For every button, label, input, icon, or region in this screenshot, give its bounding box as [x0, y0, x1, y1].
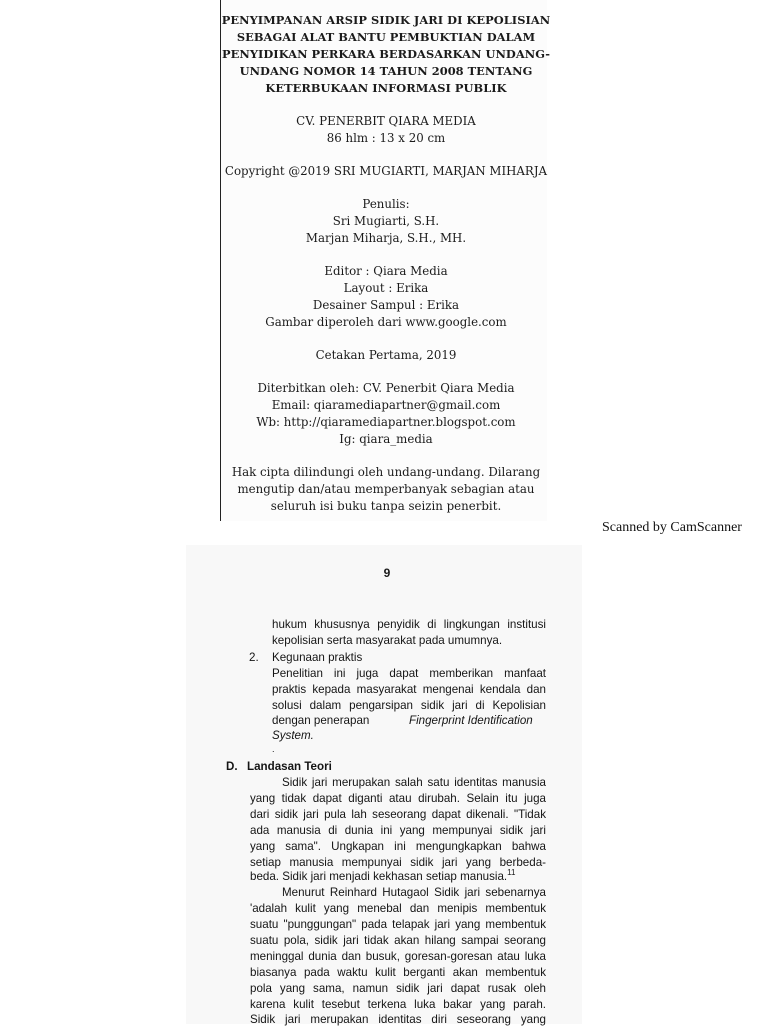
text-line: solusi dalam pengarsipan sidik jari di Kepolisian	[272, 699, 546, 712]
text-line: beda. Sidik jari menjadi kekhasan setiap manusia.	[250, 870, 508, 883]
italic-term: Fingerprint Identification	[409, 714, 533, 727]
edition-block	[221, 347, 551, 364]
credit-line: Editor : Qiara Media	[324, 264, 448, 278]
text-line: 'adalah kulit yang menebal dan menipis membentuk	[250, 902, 546, 915]
title-line: PENYIMPANAN ARSIP SIDIK JARI DI KEPOLISIAN	[221, 13, 551, 27]
publisher-block	[221, 113, 551, 147]
title-line: KETERBUKAAN INFORMASI PUBLIK	[265, 81, 507, 95]
text-line: praktis kepada masyarakat mengenai kendala dan	[272, 683, 546, 696]
italic-term: System.	[272, 729, 314, 742]
list-number: 2.	[249, 651, 259, 664]
text-line: yang tidak dapat diganti atau dirubah. Selain itu juga	[250, 792, 546, 805]
text-line: ada manusia di dunia ini yang mempunyai sidik jari	[250, 824, 546, 837]
text-line: suatu pola, sidik jari tidak akan hilang sampai seorang	[250, 934, 546, 947]
title-line: UNDANG NOMOR 14 TAHUN 2008 TENTANG	[239, 64, 533, 78]
title-line: SEBAGAI ALAT BANTU PEMBUKTIAN DALAM	[236, 30, 536, 44]
text-line: dari sidik jari pula lah seseorang dapat dikenali. "Tidak	[250, 808, 546, 821]
credit-line: Layout : Erika	[343, 281, 429, 295]
section-letter: D.	[226, 760, 238, 773]
authors-label: Penulis:	[362, 197, 410, 211]
rights-line: mengutip dan/atau memperbanyak sebagian atau	[237, 482, 535, 496]
book-title	[221, 12, 551, 97]
text-line: biasanya pada waktu kulit berganti akan membentuk	[250, 966, 546, 979]
credits-block	[221, 263, 551, 331]
copyright-line: Copyright @2019 SRI MUGIARTI, MARJAN MIHARJA	[224, 164, 548, 178]
page-count-size: 86 hlm : 13 x 20 cm	[326, 131, 446, 145]
text-line: setiap manusia mempunyai sidik jari yang berbeda-	[250, 856, 546, 869]
list-item-heading: Kegunaan praktis	[272, 651, 363, 664]
credit-line: Gambar diperoleh dari www.google.com	[265, 315, 507, 329]
text-line: suatu "punggungan" pada telapak jari yang membentuk	[250, 918, 546, 931]
camscanner-watermark: Scanned by CamScanner	[602, 520, 742, 535]
text-line-with-footnote	[250, 869, 515, 885]
text-line: dengan penerapan	[272, 714, 370, 727]
rights-block	[221, 464, 551, 515]
copyright-block	[221, 163, 551, 180]
section-title: Landasan Teori	[247, 760, 332, 773]
author-name: Marjan Miharja, S.H., MH.	[305, 231, 467, 245]
credit-line: Desainer Sampul : Erika	[312, 298, 460, 312]
scanned-copyright-page	[220, 0, 551, 521]
footnote-ref: 11	[507, 868, 516, 878]
text-line: karena kulit tesebut terkena luka bakar yang parah.	[250, 998, 546, 1011]
website-line: Wb: http://qiaramediapartner.blogspot.com	[256, 415, 516, 429]
publisher-line: Diterbitkan oleh: CV. Penerbit Qiara Media	[257, 381, 515, 395]
rights-line: Hak cipta dilindungi oleh undang-undang. Dilarang	[231, 465, 541, 479]
imprint-text	[221, 12, 551, 515]
email-line: Email: qiaramediapartner@gmail.com	[271, 398, 501, 412]
instagram-line: Ig: qiara_media	[339, 432, 433, 446]
author-name: Sri Mugiarti, S.H.	[332, 214, 440, 228]
text-line: yang sama". Ungkapan ini mengungkapkan bahwa	[250, 840, 546, 853]
title-line: PENYIDIKAN PERKARA BERDASARKAN UNDANG-	[222, 47, 550, 61]
page-number: 9	[383, 566, 391, 580]
authors-block	[221, 196, 551, 247]
text-line: kepolisian serta masyarakat pada umumnya.	[272, 634, 503, 647]
rights-line: seluruh isi buku tanpa seizin penerbit.	[270, 499, 502, 513]
text-line: Menurut Reinhard Hutagaol Sidik jari sebenarnya	[282, 886, 546, 899]
contact-block	[221, 380, 551, 448]
publisher-name: CV. PENERBIT QIARA MEDIA	[296, 114, 476, 128]
stray-dot: .	[272, 744, 275, 754]
text-line: Sidik jari merupakan salah satu identitas manusia	[282, 776, 546, 789]
text-line: meninggal dunia dan busuk, goresan-goresan atau luka	[250, 950, 546, 963]
text-line: Sidik jari merupakan identitas diri seseorang yang	[250, 1013, 546, 1026]
edition-line: Cetakan Pertama, 2019	[315, 348, 457, 362]
text-line: Penelitian ini juga dapat memberikan manfaat	[272, 667, 546, 680]
text-line: hukum khususnya penyidik di lingkungan institusi	[272, 618, 546, 631]
text-line: pola yang sama, namun sidik jari dapat rusak oleh	[250, 982, 546, 995]
